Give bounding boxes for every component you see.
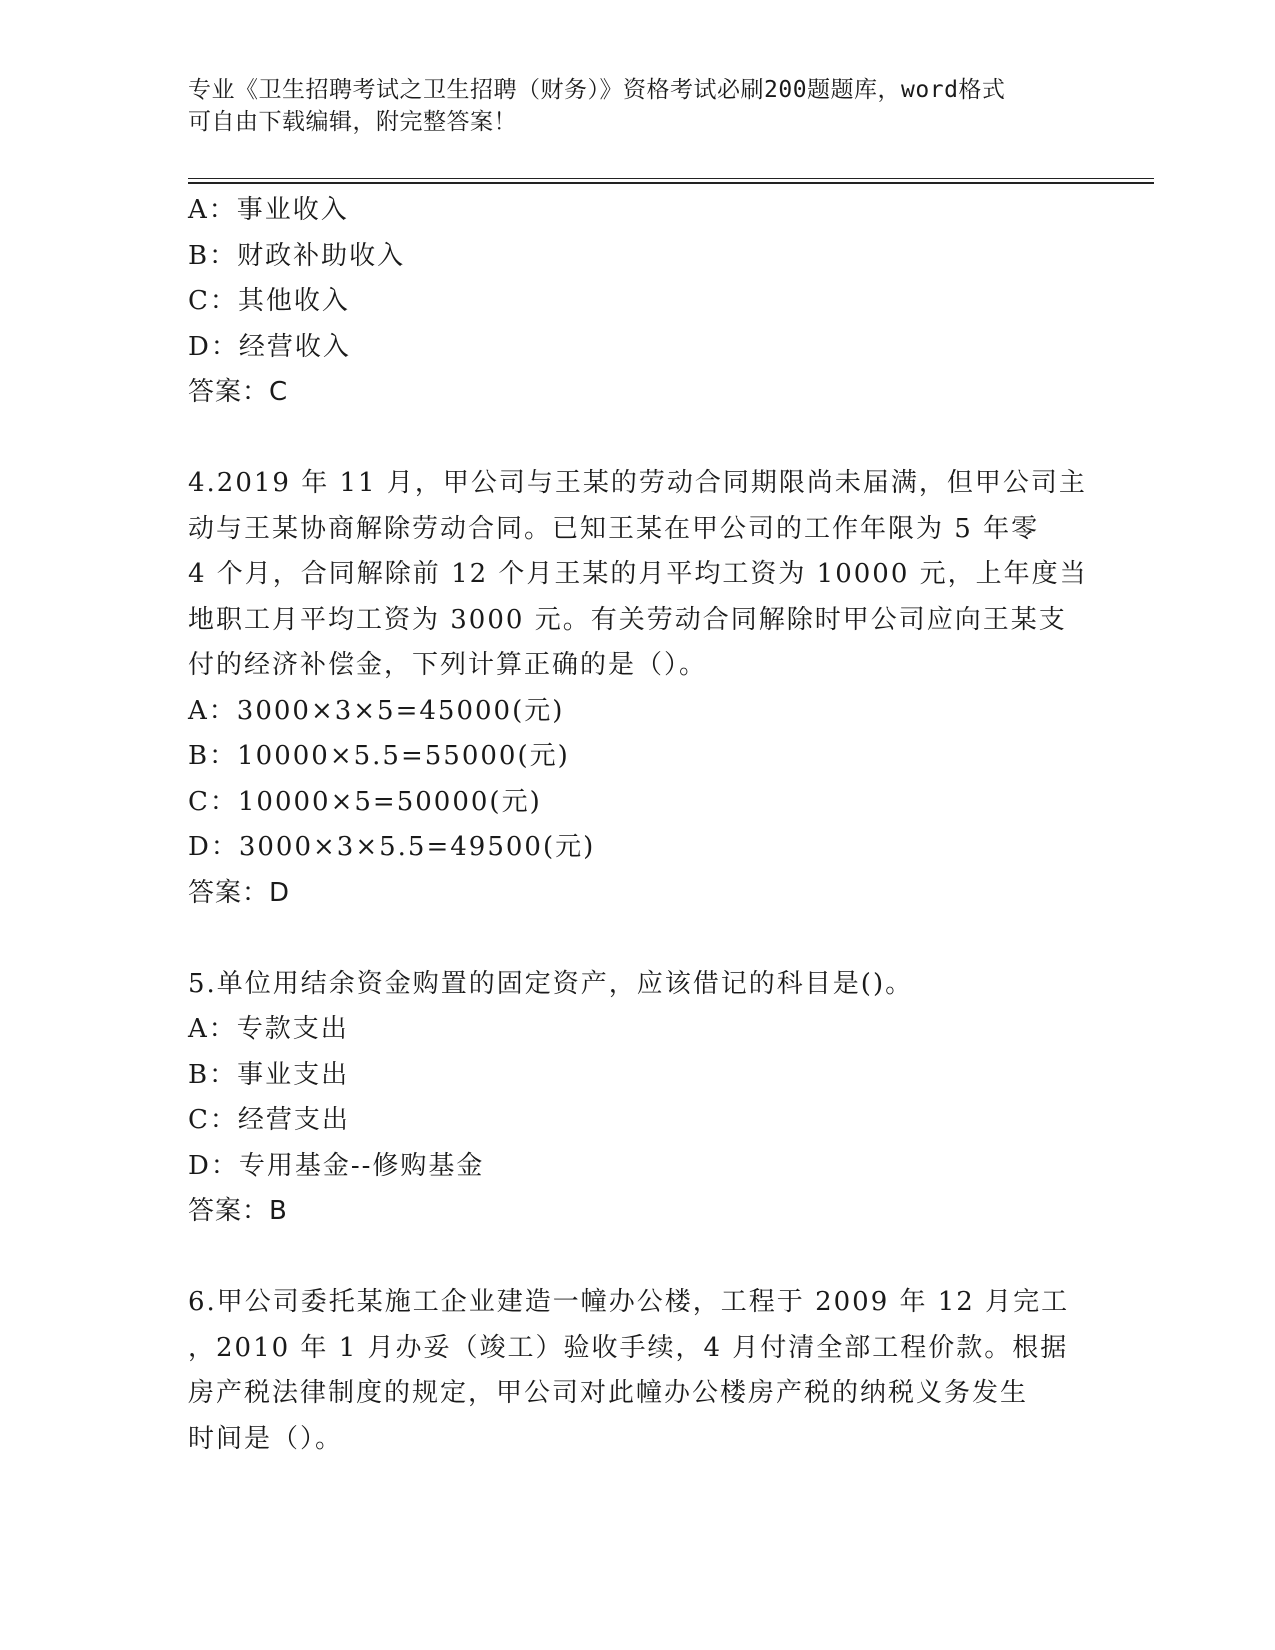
stem-line: ，2010 年 1 月办妥（竣工）验收手续，4 月付清全部工程价款。根据	[188, 1332, 1069, 1363]
stem-line: 4 个月，合同解除前 12 个月王某的月平均工资为 10000 元，上年度当	[188, 559, 1088, 589]
question-list	[188, 188, 1088, 1462]
stem-line: 房产税法律制度的规定，甲公司对此幢办公楼房产税的纳税义务发生	[188, 1378, 1029, 1408]
stem-line: 地职工月平均工资为 3000 元。有关劳动合同解除时甲公司应向王某支	[188, 604, 1067, 635]
stem-line: 付的经济补偿金，下列计算正确的是（）。	[188, 650, 708, 680]
answer-line: 答案：B	[188, 1196, 288, 1226]
option-d: D：专用基金--修购基金	[188, 1150, 485, 1181]
option-c: C：经营支出	[188, 1105, 350, 1135]
option-d: D：经营收入	[188, 331, 351, 362]
question-stem	[188, 461, 1088, 689]
option-a: A：专款支出	[188, 1014, 349, 1044]
header-divider-thin	[188, 178, 1154, 179]
answer-line: 答案：C	[188, 377, 289, 407]
stem-line: 动与王某协商解除劳动合同。已知王某在甲公司的工作年限为 5 年零	[188, 513, 1040, 544]
header-title-line-2: 可自由下载编辑，附完整答案！	[188, 109, 517, 135]
option-c: C：10000×5=50000(元)	[188, 786, 542, 817]
stem-line: 4.2019 年 11 月，甲公司与王某的劳动合同期限尚未届满，但甲公司主	[188, 468, 1087, 498]
header-title-line-1: 专业《卫生招聘考试之卫生招聘（财务）》资格考试必刷200题题库，word格式	[188, 77, 1006, 103]
option-c: C：其他收入	[188, 286, 350, 316]
question-3	[188, 188, 1088, 416]
document-header	[188, 74, 1068, 138]
option-b: B：财政补助收入	[188, 240, 406, 271]
question-stem	[188, 962, 1088, 1008]
spacer	[188, 416, 1088, 462]
option-a: A：3000×3×5=45000(元)	[188, 695, 565, 726]
spacer	[188, 1235, 1088, 1281]
stem-line: 6.甲公司委托某施工企业建造一幢办公楼，工程于 2009 年 12 月完工	[188, 1287, 1070, 1317]
answer-line: 答案：D	[188, 877, 291, 908]
option-a: A：事业收入	[188, 195, 349, 225]
stem-line: 5.单位用结余资金购置的固定资产，应该借记的科目是()。	[188, 968, 914, 999]
question-6	[188, 1280, 1088, 1462]
question-4	[188, 461, 1088, 916]
stem-line: 时间是（）。	[188, 1423, 344, 1454]
option-b: B：事业支出	[188, 1059, 350, 1090]
spacer	[188, 916, 1088, 962]
option-d: D：3000×3×5.5=49500(元)	[188, 832, 596, 862]
question-stem	[188, 1280, 1088, 1462]
header-divider-thick	[188, 182, 1154, 184]
question-5	[188, 962, 1088, 1235]
option-b: B：10000×5.5=55000(元)	[188, 741, 570, 771]
